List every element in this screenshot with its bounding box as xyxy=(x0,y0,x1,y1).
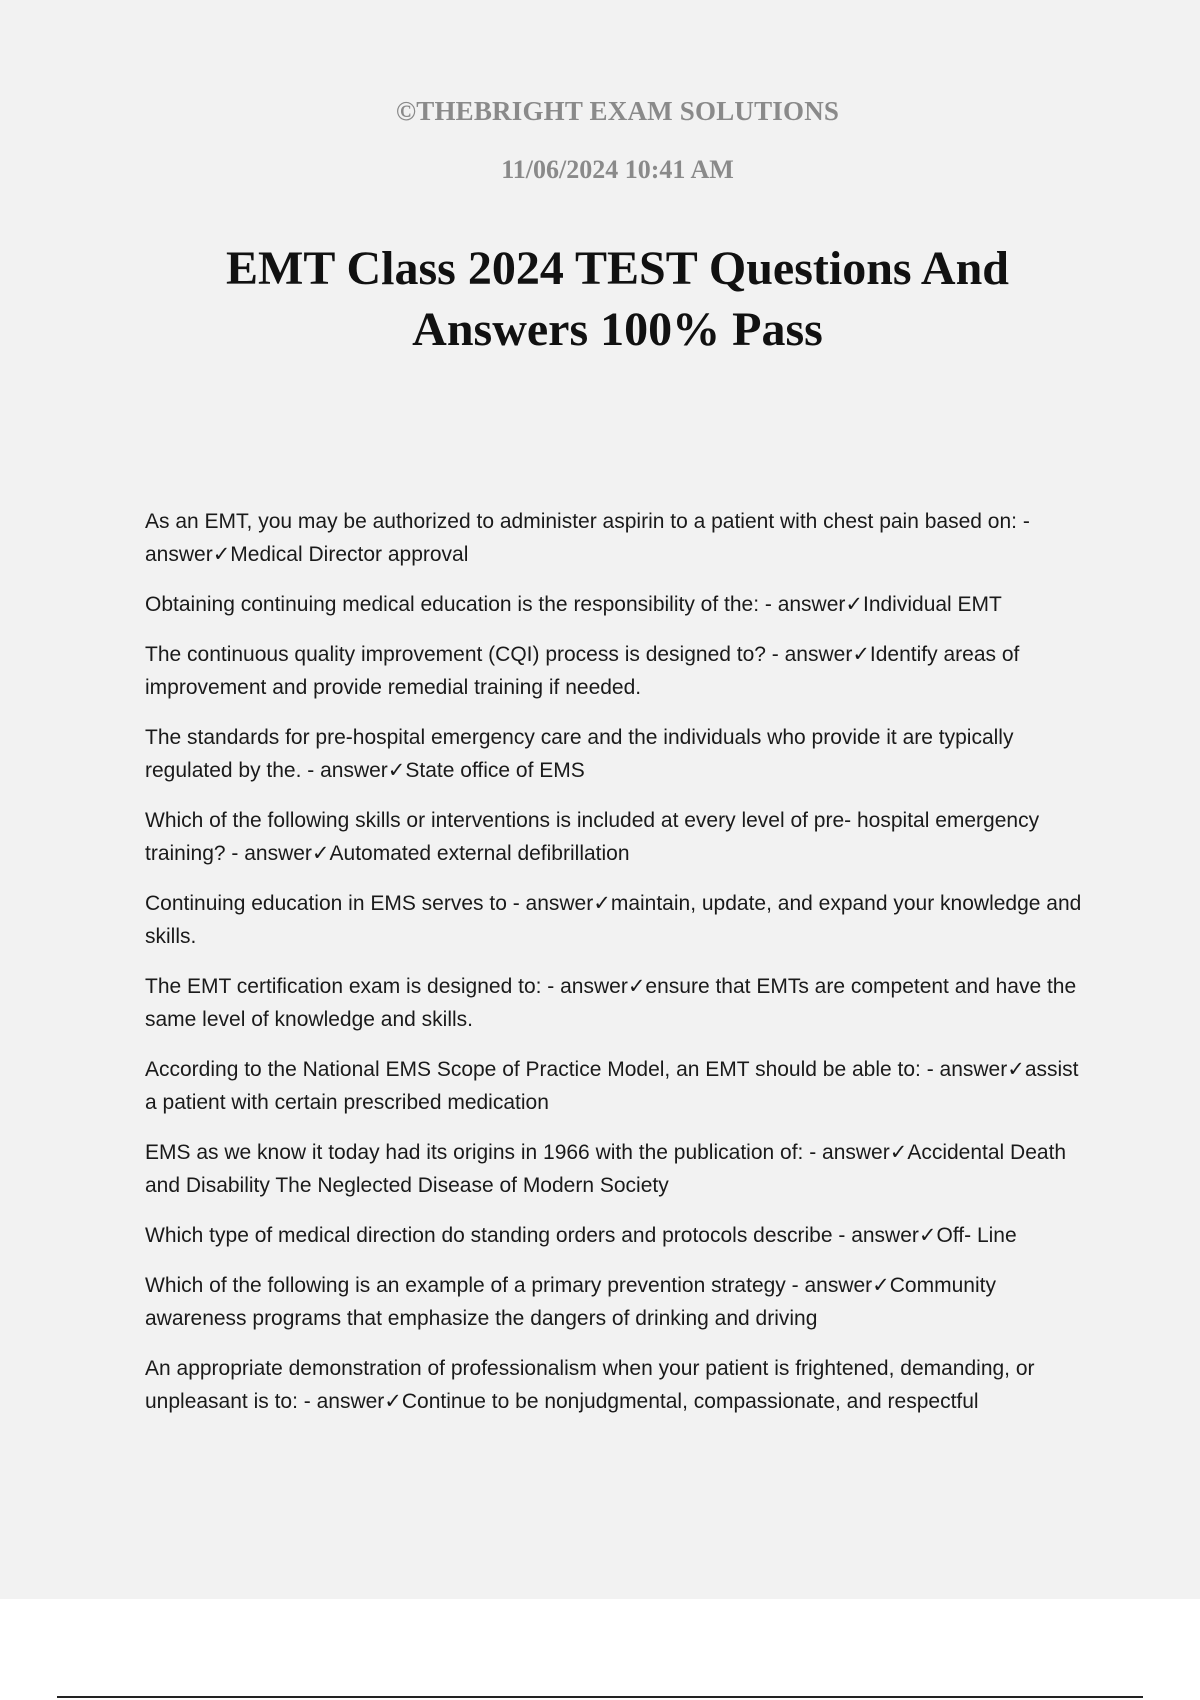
header-brand: ©THEBRIGHT EXAM SOLUTIONS xyxy=(395,96,840,126)
qa-list xyxy=(145,505,1095,1435)
qa-item: Which of the following skills or interventions is included at every level of pre- hospital emergency training? - answer✓Automated external defibrillation xyxy=(145,809,1040,865)
document-title-line-1: EMT Class 2024 TEST Questions And xyxy=(226,242,1009,295)
qa-item: An appropriate demonstration of professionalism when your patient is frightened, demanding, or unpleasant is to: - answer✓Continue to be nonjudgmental, compassionate, and respectful xyxy=(145,1357,1035,1413)
qa-item: Which type of medical direction do standing orders and protocols describe - answer✓Off- Line xyxy=(145,1224,1017,1247)
bottom-divider xyxy=(57,1696,1143,1698)
document-title xyxy=(150,238,1085,360)
qa-item: The EMT certification exam is designed to: - answer✓ensure that EMTs are competent and have the same level of knowledge and skills. xyxy=(145,975,1077,1031)
header-datetime: 11/06/2024 10:41 AM xyxy=(501,155,734,184)
qa-item: The continuous quality improvement (CQI) process is designed to? - answer✓Identify areas of improvement and provide remedial training if needed. xyxy=(145,643,1020,699)
qa-item: Continuing education in EMS serves to - answer✓maintain, update, and expand your knowledge and skills. xyxy=(145,892,1082,948)
qa-item: Which of the following is an example of a primary prevention strategy - answer✓Community awareness programs that emphasize the dangers of drinking and driving xyxy=(145,1274,996,1330)
qa-item: The standards for pre-hospital emergency care and the individuals who provide it are typically regulated by the. - answer✓State office of EMS xyxy=(145,726,1014,782)
qa-item: According to the National EMS Scope of Practice Model, an EMT should be able to: - answer✓assist a patient with certain prescribed medication xyxy=(145,1058,1079,1114)
qa-item: Obtaining continuing medical education is the responsibility of the: - answer✓Individual EMT xyxy=(145,593,1002,616)
qa-item: As an EMT, you may be authorized to administer aspirin to a patient with chest pain based on: - answer✓Medical Director approval xyxy=(145,510,1030,566)
qa-item: EMS as we know it today had its origins in 1966 with the publication of: - answer✓Accidental Death and Disability The Neglected Disease of Modern Society xyxy=(145,1141,1067,1197)
document-title-line-2: Answers 100% Pass xyxy=(412,303,823,356)
